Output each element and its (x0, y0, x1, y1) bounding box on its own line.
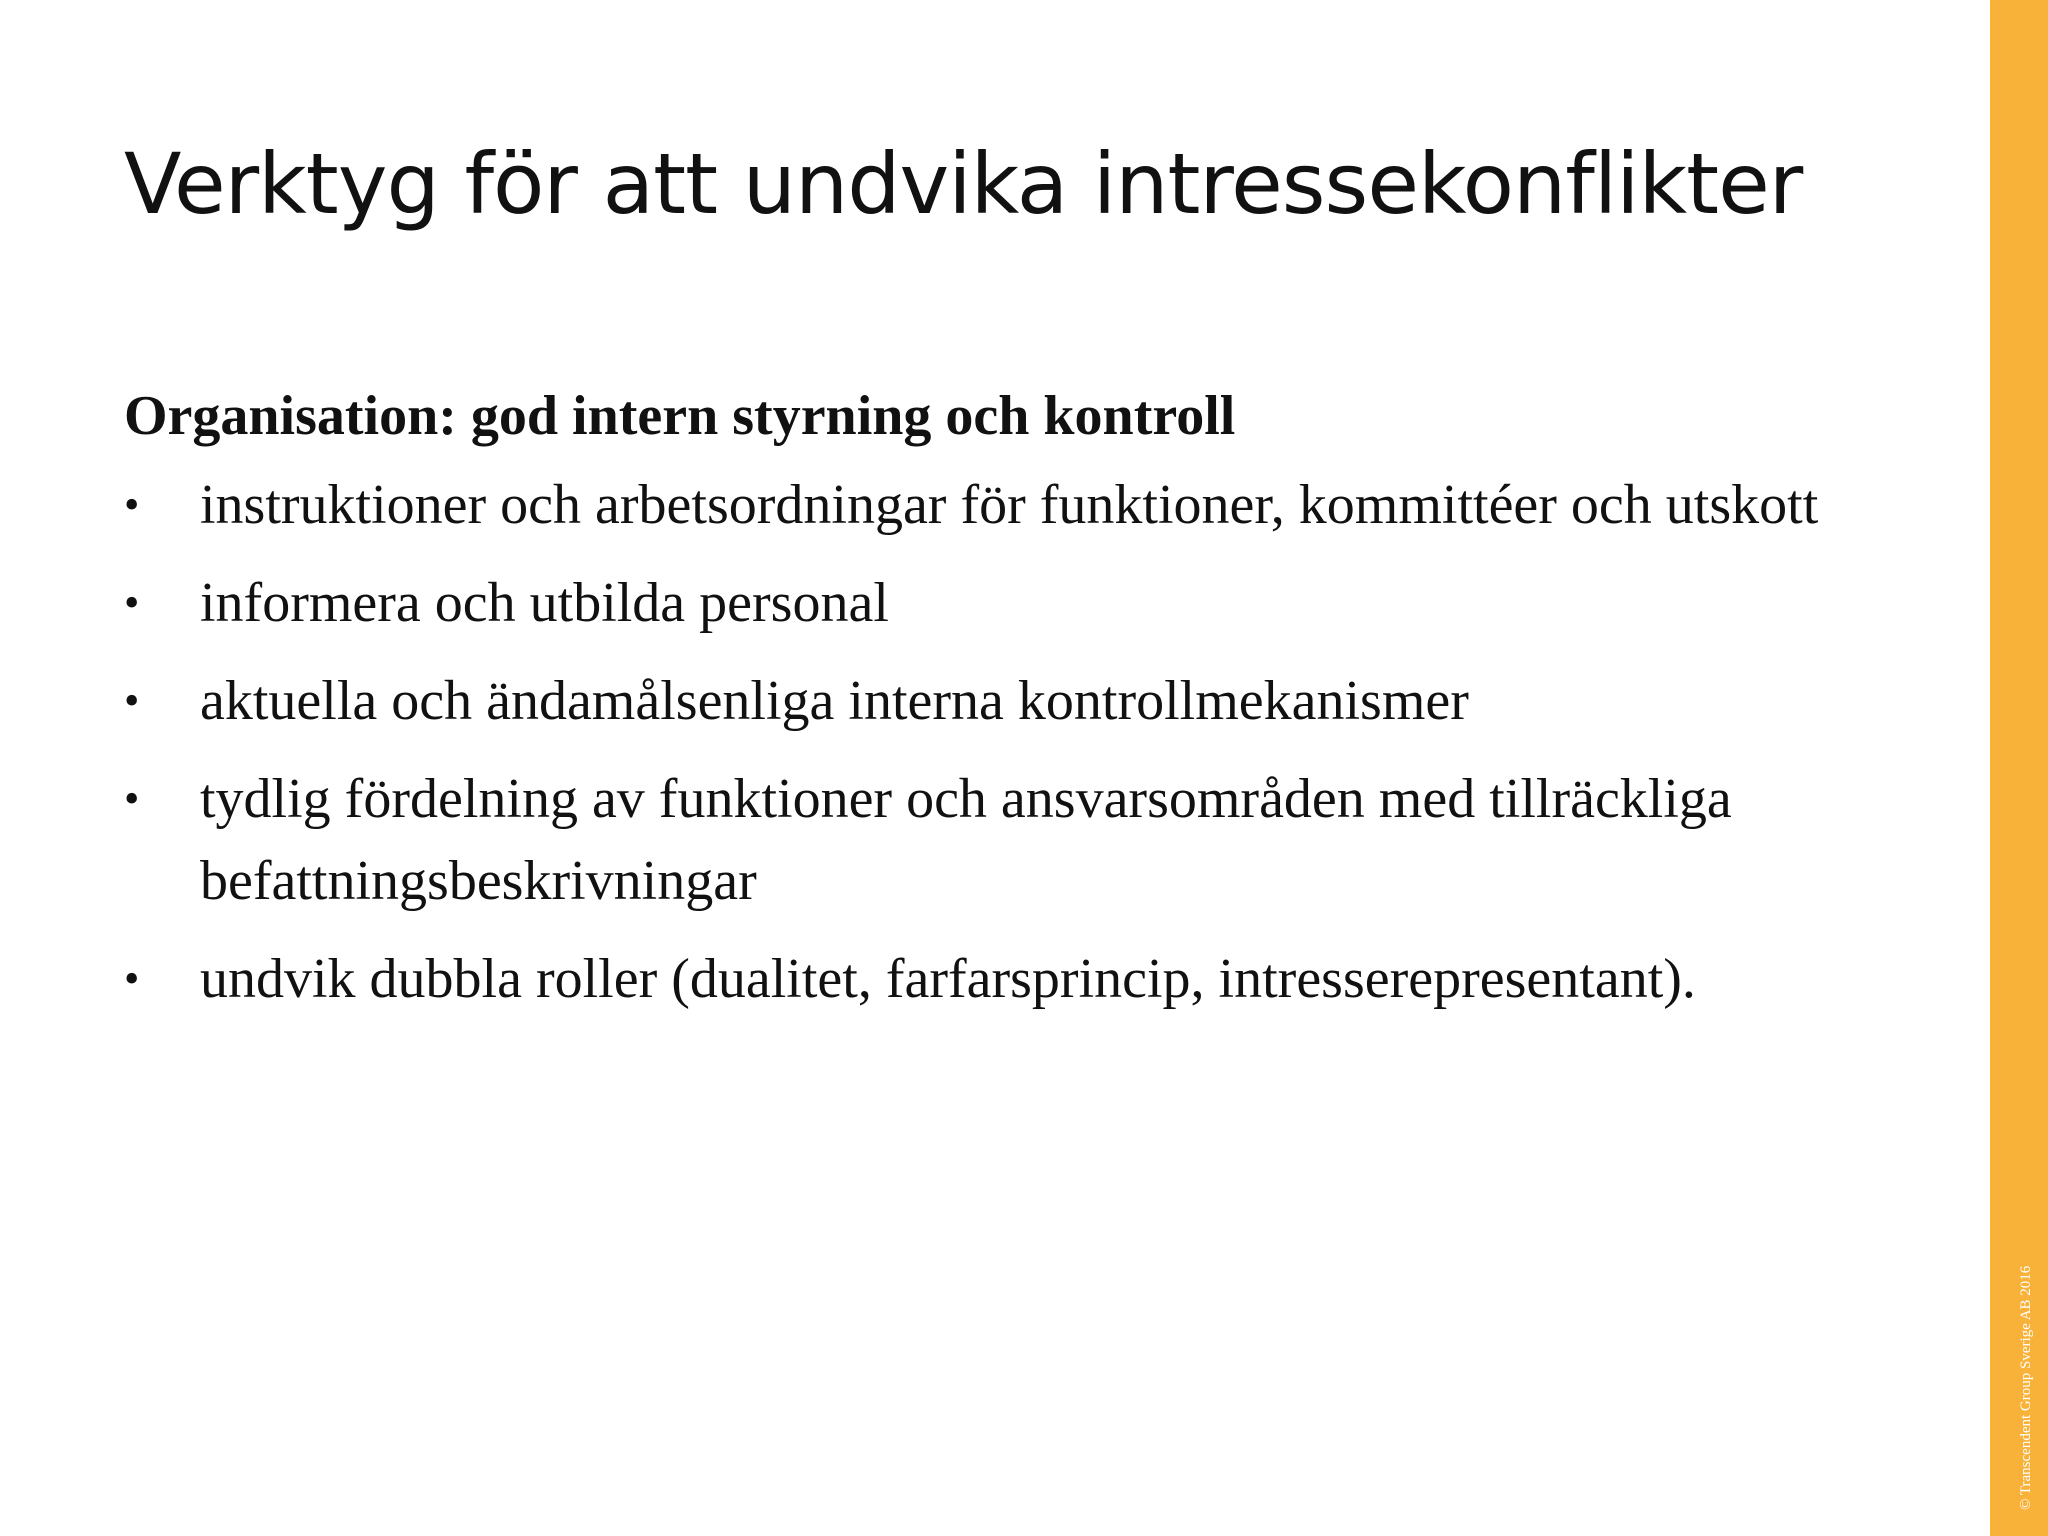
bullet-list (124, 464, 1884, 1020)
bullet-item (124, 660, 1884, 742)
bullet-icon: • (124, 676, 140, 725)
slide-content (124, 376, 1884, 1036)
section-subheading: Organisation: god intern styrning och kontroll (124, 385, 1236, 447)
bullet-icon: • (124, 578, 140, 627)
bullet-text: instruktioner och arbetsordningar för funktioner, kommittéer och utskott (200, 474, 1819, 536)
bullet-item (124, 758, 1884, 922)
bullet-item (124, 464, 1884, 546)
bullet-icon: • (124, 954, 140, 1003)
bullet-icon: • (124, 480, 140, 529)
copyright-notice: © Transcendent Group Sverige AB 2016 (2018, 1265, 2034, 1510)
slide-title: Verktyg för att undvika intressekonflikter (124, 135, 1803, 233)
bullet-item (124, 562, 1884, 644)
bullet-text: informera och utbilda personal (200, 572, 889, 634)
bullet-text: tydlig fördelning av funktioner och ansvarsområden med tillräckliga befattningsbeskrivningar (200, 768, 1732, 912)
bullet-text: aktuella och ändamålsenliga interna kontrollmekanismer (200, 670, 1469, 732)
bullet-icon: • (124, 774, 140, 823)
bullet-item (124, 938, 1884, 1020)
bullet-text: undvik dubbla roller (dualitet, farfarsprincip, intresserepresentant). (200, 948, 1696, 1010)
